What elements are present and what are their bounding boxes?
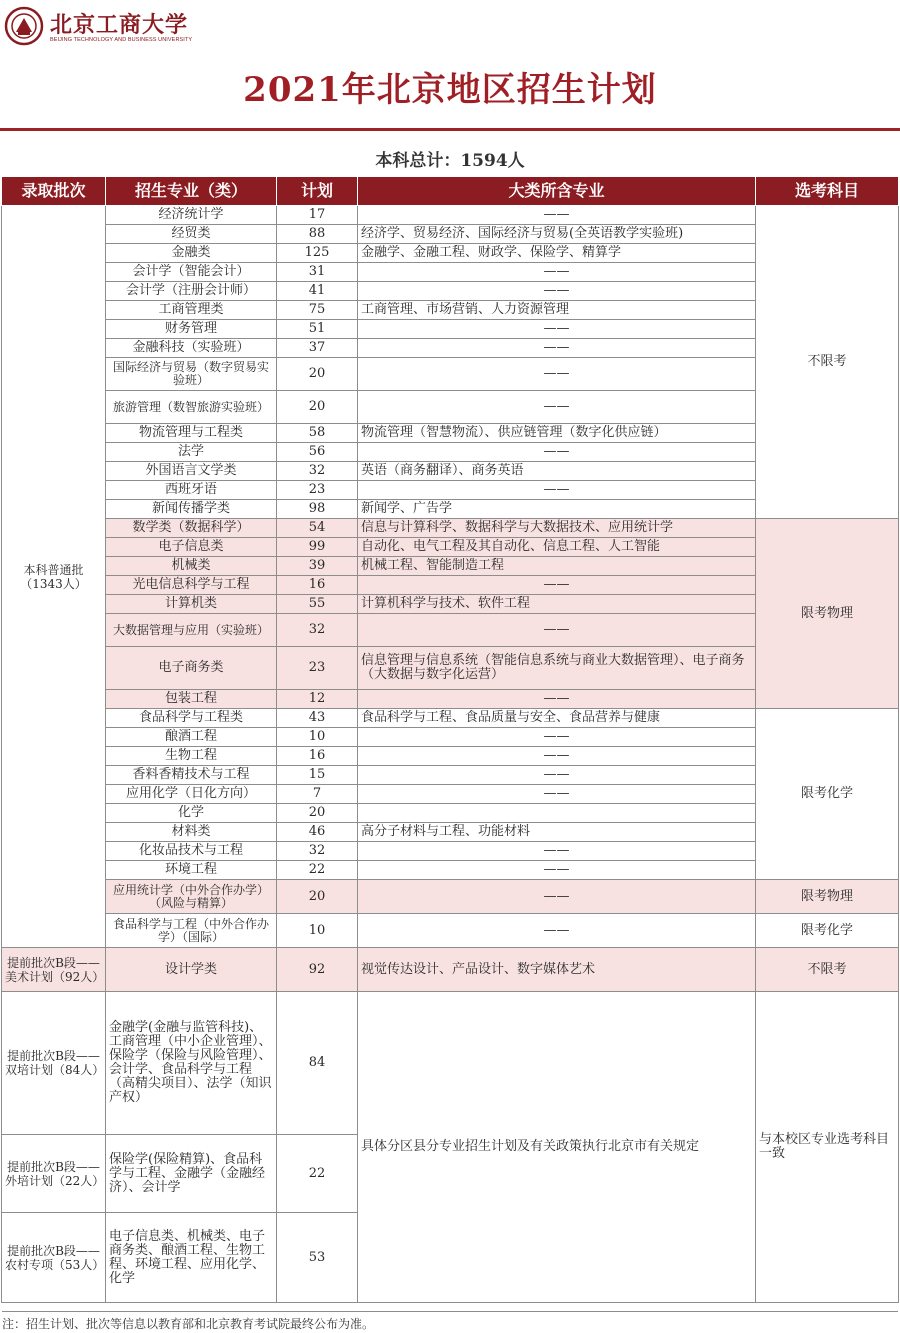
- major-cell: 西班牙语: [106, 481, 277, 500]
- sub-majors-cell: 工商管理、市场营销、人力资源管理: [358, 301, 756, 320]
- sub-majors-cell: 机械工程、智能制造工程: [358, 557, 756, 576]
- sub-majors-cell: ——: [358, 747, 756, 766]
- major-cell: 应用统计学（中外合作办学）（风险与精算）: [106, 880, 277, 914]
- major-cell: 会计学（注册会计师）: [106, 282, 277, 301]
- major-cell: 金融科技（实验班）: [106, 339, 277, 358]
- major-cell: 财务管理: [106, 320, 277, 339]
- plan-cell: 51: [277, 320, 358, 339]
- subjects-cell: 不限考: [756, 948, 899, 992]
- sub-majors-cell: 自动化、电气工程及其自动化、信息工程、人工智能: [358, 538, 756, 557]
- plan-cell: 37: [277, 339, 358, 358]
- major-cell: 新闻传播学类: [106, 500, 277, 519]
- sub-majors-cell: ——: [358, 842, 756, 861]
- subjects-cell: 不限考: [756, 206, 899, 519]
- major-cell: 化妆品技术与工程: [106, 842, 277, 861]
- table-row: [2, 709, 899, 728]
- plan-cell: 23: [277, 481, 358, 500]
- plan-cell: 22: [277, 861, 358, 880]
- major-cell: 数学类（数据科学）: [106, 519, 277, 538]
- major-cell: 电子商务类: [106, 647, 277, 690]
- plan-cell: 55: [277, 595, 358, 614]
- sub-majors-cell: ——: [358, 339, 756, 358]
- plan-cell: 20: [277, 804, 358, 823]
- major-cell: 环境工程: [106, 861, 277, 880]
- plan-cell: 43: [277, 709, 358, 728]
- plan-cell: 88: [277, 225, 358, 244]
- plan-cell: 39: [277, 557, 358, 576]
- plan-cell: 17: [277, 206, 358, 225]
- batch-cell: 本科普通批（1343人）: [2, 206, 106, 948]
- sub-majors-cell: ——: [358, 766, 756, 785]
- plan-cell: 54: [277, 519, 358, 538]
- sub-majors-cell: ——: [358, 481, 756, 500]
- major-cell: 电子信息类: [106, 538, 277, 557]
- major-cell: 保险学(保险精算)、食品科学与工程、金融学（金融经济）、会计学: [106, 1135, 277, 1213]
- plan-cell: 31: [277, 263, 358, 282]
- plan-cell: 98: [277, 500, 358, 519]
- plan-cell: 46: [277, 823, 358, 842]
- table-row: [2, 914, 899, 948]
- table-row: [2, 992, 899, 1135]
- sub-majors-cell: ——: [358, 914, 756, 948]
- sub-majors-cell: ——: [358, 206, 756, 225]
- plan-cell: 41: [277, 282, 358, 301]
- table-row: [2, 880, 899, 914]
- batch-cell: 提前批次B段——农村专项（53人）: [2, 1213, 106, 1303]
- footnote: 注：招生计划、批次等信息以教育部和北京教育考试院最终公布为准。: [2, 1311, 898, 1332]
- major-cell: 电子信息类、机械类、电子商务类、酿酒工程、生物工程、环境工程、应用化学、化学: [106, 1213, 277, 1303]
- plan-cell: 16: [277, 576, 358, 595]
- sub-majors-cell: 高分子材料与工程、功能材料: [358, 823, 756, 842]
- major-cell: 设计学类: [106, 948, 277, 992]
- major-cell: 金融学(金融与监管科技)、工商管理（中小企业管理）、保险学（保险与风险管理）、会计学、食品科学与工程（高精尖项目）、法学（知识产权）: [106, 992, 277, 1135]
- sub-majors-cell: ——: [358, 785, 756, 804]
- major-cell: 应用化学（日化方向）: [106, 785, 277, 804]
- batch-cell: 提前批次B段——外培计划（22人）: [2, 1135, 106, 1213]
- sub-majors-cell: ——: [358, 391, 756, 424]
- sub-majors-cell: 具体分区县分专业招生计划及有关政策执行北京市有关规定: [358, 992, 756, 1303]
- sub-majors-cell: 英语（商务翻译）、商务英语: [358, 462, 756, 481]
- table-header-row: [2, 177, 899, 206]
- header-subjects: 选考科目: [756, 177, 899, 206]
- sub-majors-cell: ——: [358, 320, 756, 339]
- major-cell: 酿酒工程: [106, 728, 277, 747]
- title-divider: [0, 128, 900, 131]
- batch-cell: 提前批次B段——美术计划（92人）: [2, 948, 106, 992]
- sub-majors-cell: ——: [358, 263, 756, 282]
- plan-cell: 12: [277, 690, 358, 709]
- major-cell: 外国语言文学类: [106, 462, 277, 481]
- brand-english-name: BEIJING TECHNOLOGY AND BUSINESS UNIVERSITY: [50, 37, 193, 43]
- plan-cell: 23: [277, 647, 358, 690]
- major-cell: 大数据管理与应用（实验班）: [106, 614, 277, 647]
- table-row: [2, 519, 899, 538]
- subjects-cell: 限考化学: [756, 709, 899, 880]
- plan-cell: 22: [277, 1135, 358, 1213]
- major-cell: 食品科学与工程（中外合作办学）（国际）: [106, 914, 277, 948]
- sub-majors-cell: 视觉传达设计、产品设计、数字媒体艺术: [358, 948, 756, 992]
- plan-cell: 92: [277, 948, 358, 992]
- sub-majors-cell: ——: [358, 728, 756, 747]
- plan-cell: 20: [277, 391, 358, 424]
- major-cell: 会计学（智能会计）: [106, 263, 277, 282]
- plan-cell: 84: [277, 992, 358, 1135]
- sub-majors-cell: 物流管理（智慧物流）、供应链管理（数字化供应链）: [358, 424, 756, 443]
- sub-majors-cell: ——: [358, 576, 756, 595]
- subjects-cell: 限考物理: [756, 880, 899, 914]
- subjects-cell: 限考化学: [756, 914, 899, 948]
- sub-majors-cell: ——: [358, 443, 756, 462]
- plan-cell: 10: [277, 914, 358, 948]
- major-cell: 物流管理与工程类: [106, 424, 277, 443]
- table-row: [2, 206, 899, 225]
- university-logo-icon: [4, 6, 44, 46]
- major-cell: 计算机类: [106, 595, 277, 614]
- plan-cell: 32: [277, 842, 358, 861]
- header-sub-majors: 大类所含专业: [358, 177, 756, 206]
- sub-majors-cell: ——: [358, 282, 756, 301]
- plan-cell: 99: [277, 538, 358, 557]
- plan-cell: 32: [277, 614, 358, 647]
- sub-majors-cell: 新闻学、广告学: [358, 500, 756, 519]
- plan-cell: 16: [277, 747, 358, 766]
- sub-majors-cell: 计算机科学与技术、软件工程: [358, 595, 756, 614]
- plan-cell: 15: [277, 766, 358, 785]
- major-cell: 包装工程: [106, 690, 277, 709]
- plan-cell: 10: [277, 728, 358, 747]
- plan-cell: 7: [277, 785, 358, 804]
- major-cell: 材料类: [106, 823, 277, 842]
- major-cell: 香料香精技术与工程: [106, 766, 277, 785]
- major-cell: 经济统计学: [106, 206, 277, 225]
- major-cell: 经贸类: [106, 225, 277, 244]
- sub-majors-cell: [358, 804, 756, 823]
- batch-cell: 提前批次B段——双培计划（84人）: [2, 992, 106, 1135]
- brand-name: 北京工商大学: [50, 12, 189, 38]
- header-batch: 录取批次: [2, 177, 106, 206]
- plan-cell: 32: [277, 462, 358, 481]
- major-cell: 食品科学与工程类: [106, 709, 277, 728]
- major-cell: 金融类: [106, 244, 277, 263]
- subjects-cell: 与本校区专业选考科目一致: [756, 992, 899, 1303]
- plan-cell: 20: [277, 358, 358, 391]
- plan-cell: 53: [277, 1213, 358, 1303]
- plan-cell: 58: [277, 424, 358, 443]
- subjects-cell: 限考物理: [756, 519, 899, 709]
- sub-majors-cell: ——: [358, 880, 756, 914]
- sub-majors-cell: 信息与计算科学、数据科学与大数据技术、应用统计学: [358, 519, 756, 538]
- sub-majors-cell: ——: [358, 690, 756, 709]
- header-plan: 计划: [277, 177, 358, 206]
- sub-majors-cell: ——: [358, 861, 756, 880]
- major-cell: 法学: [106, 443, 277, 462]
- major-cell: 国际经济与贸易（数字贸易实验班）: [106, 358, 277, 391]
- major-cell: 机械类: [106, 557, 277, 576]
- plan-cell: 75: [277, 301, 358, 320]
- enrollment-plan-table: [1, 176, 899, 1303]
- header-major: 招生专业（类）: [106, 177, 277, 206]
- sub-majors-cell: 金融学、金融工程、财政学、保险学、精算学: [358, 244, 756, 263]
- plan-cell: 20: [277, 880, 358, 914]
- major-cell: 光电信息科学与工程: [106, 576, 277, 595]
- total-enrollment: 本科总计：1594人: [375, 151, 525, 171]
- major-cell: 工商管理类: [106, 301, 277, 320]
- major-cell: 化学: [106, 804, 277, 823]
- major-cell: 生物工程: [106, 747, 277, 766]
- sub-majors-cell: ——: [358, 614, 756, 647]
- sub-majors-cell: 信息管理与信息系统（智能信息系统与商业大数据管理）、电子商务（大数据与数字化运营）: [358, 647, 756, 690]
- header: [0, 0, 900, 55]
- sub-majors-cell: 食品科学与工程、食品质量与安全、食品营养与健康: [358, 709, 756, 728]
- sub-majors-cell: ——: [358, 358, 756, 391]
- plan-cell: 125: [277, 244, 358, 263]
- page-title: 2021年北京地区招生计划: [243, 70, 657, 110]
- sub-majors-cell: 经济学、贸易经济、国际经济与贸易(全英语教学实验班): [358, 225, 756, 244]
- table-row: [2, 948, 899, 992]
- plan-cell: 56: [277, 443, 358, 462]
- major-cell: 旅游管理（数智旅游实验班）: [106, 391, 277, 424]
